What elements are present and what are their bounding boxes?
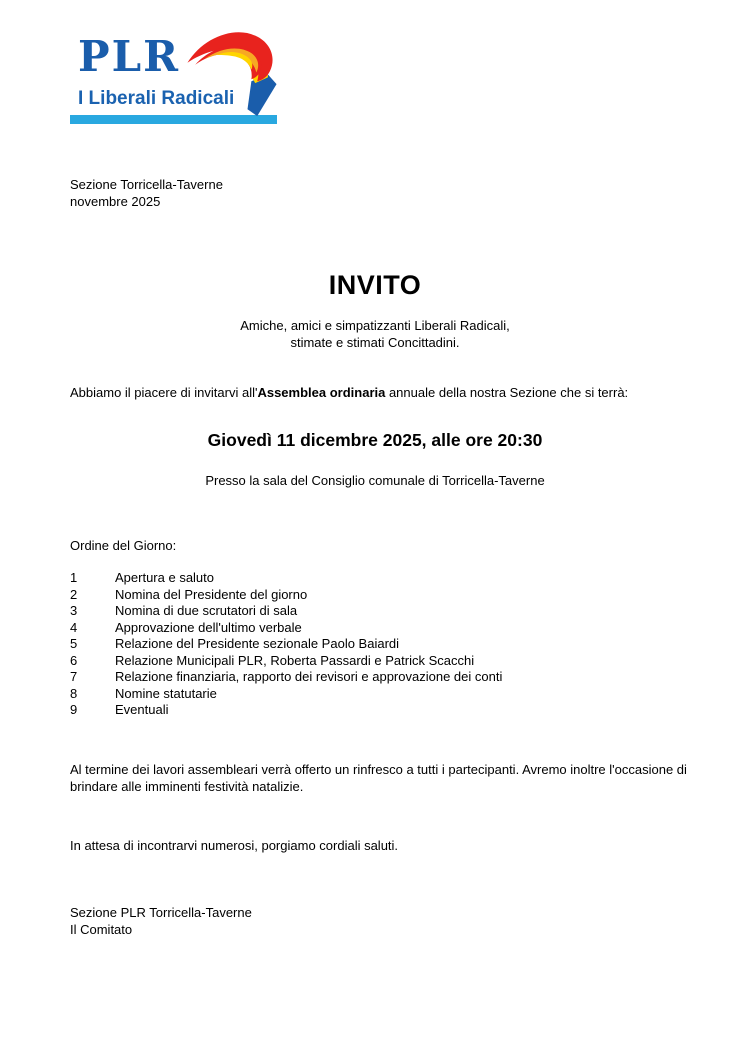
agenda-item-number: 8 (70, 685, 78, 701)
agenda-item-text: Nomine statutarie (115, 685, 217, 701)
agenda-heading: Ordine del Giorno: (70, 538, 177, 553)
agenda-item (70, 702, 690, 719)
agenda-item (70, 620, 690, 637)
agenda-item-text: Nomina del Presidente del giorno (115, 586, 308, 602)
salutation-line-2: stimate e stimati Concittadini. (290, 334, 460, 350)
event-location: Presso la sala del Consiglio comunale di Torricella-Taverne (205, 473, 545, 488)
agenda-item (70, 686, 690, 703)
agenda-item (70, 603, 690, 620)
signature-line-1: Sezione PLR Torricella-Taverne (70, 905, 252, 920)
intro-paragraph (70, 385, 690, 402)
sender-date-line: novembre 2025 (70, 193, 161, 209)
agenda-item (70, 570, 690, 587)
intro-text-bold: Assemblea ordinaria (257, 385, 386, 400)
agenda-item-text: Approvazione dell'ultimo verbale (115, 619, 302, 635)
agenda-item-text: Relazione Municipali PLR, Roberta Passardi e Patrick Scacchi (115, 652, 475, 668)
plr-logo-acronym: PLR (78, 32, 181, 81)
agenda-item (70, 636, 690, 653)
document-title: INVITO (328, 270, 422, 300)
farewell-line: In attesa di incontrarvi numerosi, porgiamo cordiali saluti. (70, 838, 399, 853)
agenda-item-text: Eventuali (115, 702, 169, 717)
agenda-item-number: 9 (70, 702, 78, 717)
event-datetime: Giovedì 11 dicembre 2025, alle ore 20:30 (207, 430, 543, 450)
intro-text-before: Abbiamo il piacere di invitarvi all' (70, 385, 258, 400)
agenda-item (70, 653, 690, 670)
agenda-list (70, 570, 690, 719)
signature-block (70, 905, 252, 938)
agenda-item-number: 1 (70, 570, 78, 585)
sender-section-line: Sezione Torricella-Taverne (70, 177, 223, 192)
agenda-item-text: Relazione del Presidente sezionale Paolo Baiardi (115, 636, 400, 651)
agenda-item-number: 3 (70, 603, 78, 618)
agenda-item-number: 6 (70, 652, 78, 668)
agenda-item-number: 4 (70, 619, 78, 635)
agenda-item (70, 669, 690, 686)
closing-paragraph: Al termine dei lavori assembleari verrà offerto un rinfresco a tutti i partecipanti. Avremo inoltre l'occasione di brindare alle imminenti festività natalizie. (70, 762, 687, 794)
agenda-item (70, 587, 690, 604)
sender-block (70, 177, 223, 210)
flame-torch-icon (182, 26, 282, 118)
plr-logo-name: I Liberali Radicali (78, 88, 235, 109)
agenda-item-text: Nomina di due scrutatori di sala (115, 603, 298, 618)
agenda-item-number: 7 (70, 669, 78, 684)
agenda-item-text: Relazione finanziaria, rapporto dei revisori e approvazione dei conti (115, 669, 503, 684)
salutation-line-1: Amiche, amici e simpatizzanti Liberali Radicali, (240, 318, 510, 333)
intro-text-after: annuale della nostra Sezione che si terrà: (385, 385, 629, 400)
agenda-item-number: 5 (70, 636, 78, 651)
agenda-item-text: Apertura e saluto (115, 570, 215, 585)
signature-line-2: Il Comitato (70, 921, 133, 937)
agenda-item-number: 2 (70, 586, 78, 602)
salutation (0, 318, 750, 351)
